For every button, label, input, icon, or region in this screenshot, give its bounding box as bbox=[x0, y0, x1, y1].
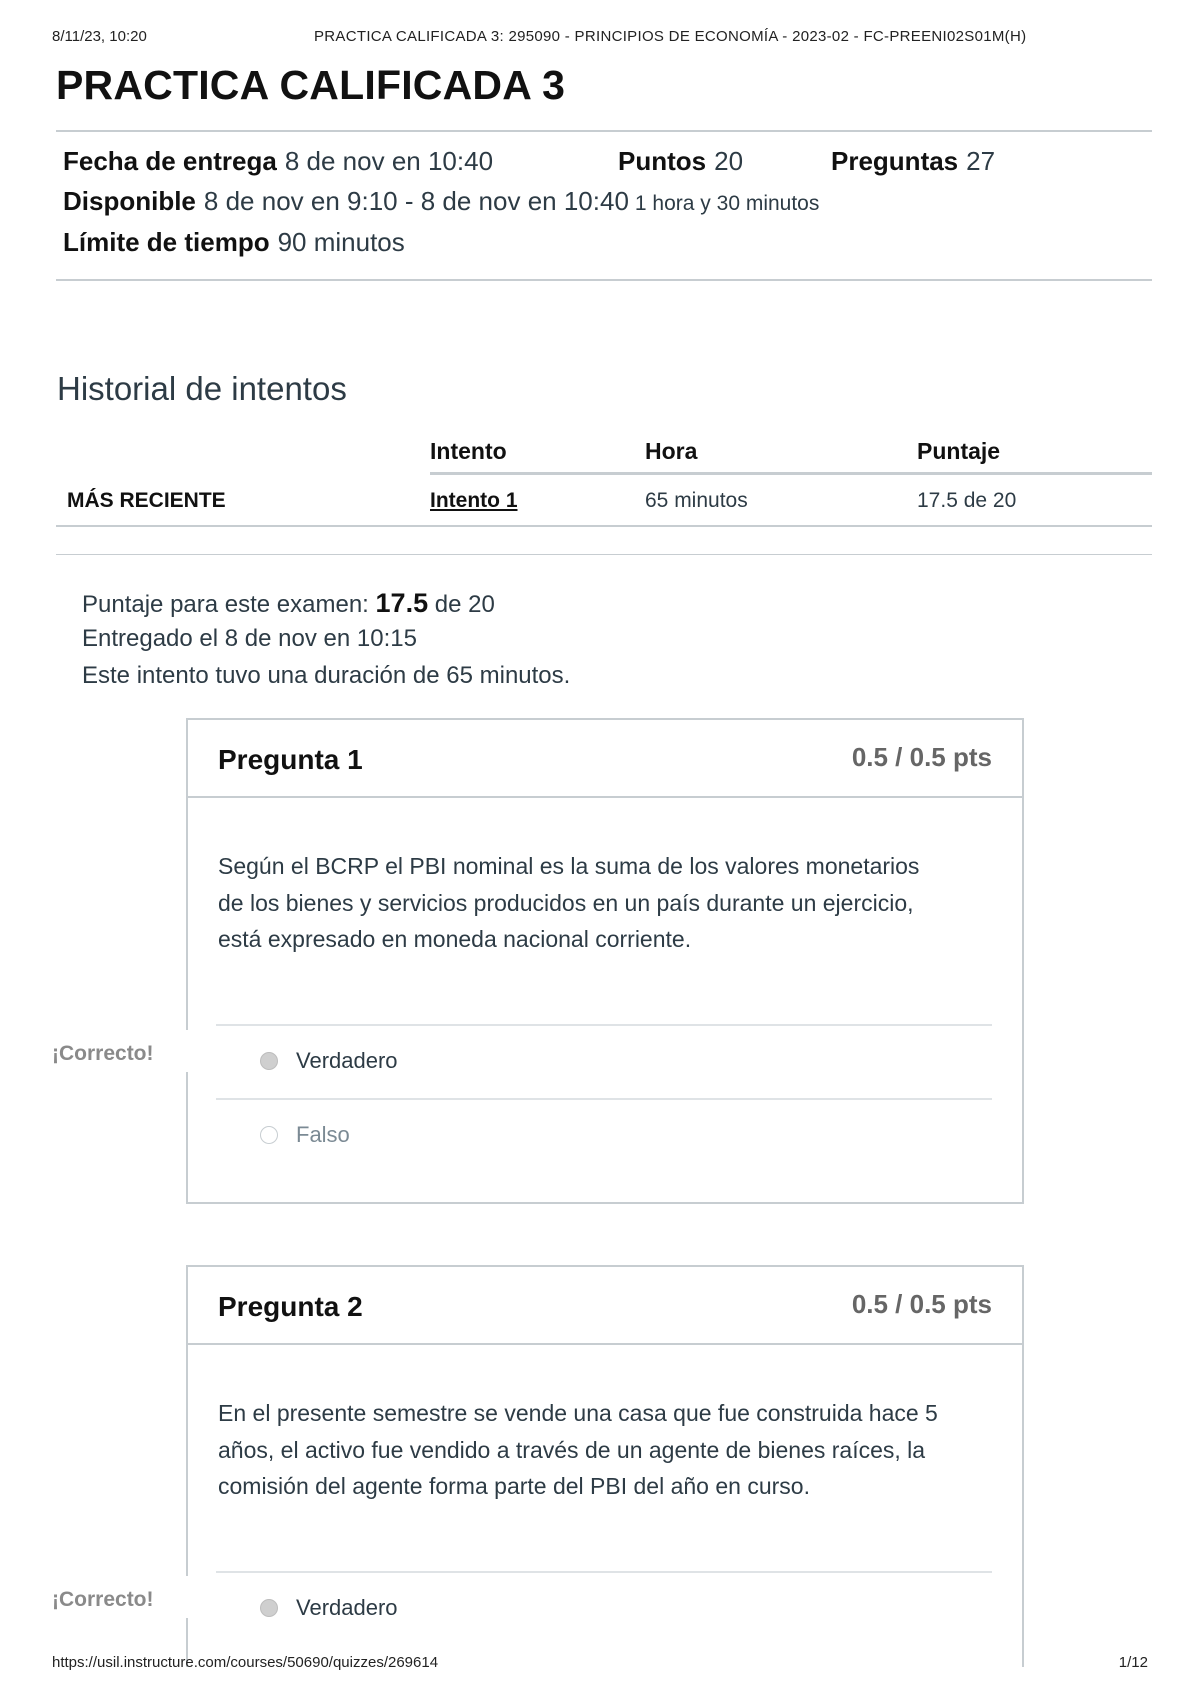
available-duration: 1 hora y 30 minutos bbox=[634, 192, 820, 215]
question-text: En el presente semestre se vende una casa que fue construida hace 5 años, el activo fue vendido a través de un agente de bienes raíces, la comisión del agente forma parte del PBI del año en curso. bbox=[218, 1400, 938, 1499]
print-header bbox=[52, 28, 1148, 48]
available-label: Disponible bbox=[63, 186, 196, 216]
question-title: Pregunta 2 bbox=[218, 1291, 363, 1322]
attempt-1-link[interactable]: Intento 1 bbox=[430, 489, 518, 512]
questions-row bbox=[831, 146, 995, 177]
answer-text: Verdadero bbox=[296, 1048, 398, 1073]
print-footer bbox=[52, 1654, 1148, 1674]
answer-list bbox=[216, 1024, 992, 1172]
table-row bbox=[56, 476, 1152, 526]
most-recent-label: MÁS RECIENTE bbox=[67, 489, 226, 512]
duration-line: Este intento tuvo una duración de 65 minutos. bbox=[82, 662, 571, 689]
border-gap bbox=[178, 1030, 192, 1072]
available-value: 8 de nov en 9:10 - 8 de nov en 10:40 bbox=[203, 186, 629, 216]
score-prefix: Puntaje para este examen: bbox=[82, 591, 376, 618]
due-row bbox=[63, 146, 493, 177]
correct-label: ¡Correcto! bbox=[52, 1586, 154, 1614]
radio-selected-icon bbox=[260, 1052, 278, 1070]
page-url: https://usil.instructure.com/courses/50690/quizzes/269614 bbox=[52, 1654, 439, 1671]
radio-selected-icon bbox=[260, 1599, 278, 1617]
due-label: Fecha de entrega bbox=[63, 146, 277, 176]
submitted-line: Entregado el 8 de nov en 10:15 bbox=[82, 625, 417, 652]
divider bbox=[56, 554, 1152, 555]
answer-text: Falso bbox=[296, 1122, 350, 1147]
correct-label: ¡Correcto! bbox=[52, 1040, 154, 1068]
header-attempt: Intento bbox=[430, 438, 507, 464]
question-title: Pregunta 1 bbox=[218, 744, 363, 775]
attempt-time: 65 minutos bbox=[645, 489, 748, 512]
header-underline bbox=[430, 472, 1152, 475]
score-value: 17.5 bbox=[375, 588, 429, 618]
table-bottom-border bbox=[56, 525, 1152, 527]
available-row bbox=[63, 186, 819, 217]
print-date: 8/11/23, 10:20 bbox=[52, 28, 147, 45]
answer-list bbox=[216, 1571, 992, 1645]
question-text: Según el BCRP el PBI nominal es la suma de los valores monetarios de los bienes y servicios producidos en un país durante un ejercicio, está expresado en moneda nacional corriente. bbox=[218, 853, 920, 952]
page-title: PRACTICA CALIFICADA 3 bbox=[56, 62, 566, 108]
history-title: Historial de intentos bbox=[57, 370, 347, 407]
questions-value: 27 bbox=[966, 146, 996, 176]
table-header bbox=[56, 430, 1152, 474]
page-number: 1/12 bbox=[1118, 1654, 1148, 1671]
answer-option bbox=[216, 1098, 992, 1172]
header-score: Puntaje bbox=[917, 438, 1001, 464]
question-points: 0.5 / 0.5 pts bbox=[851, 742, 992, 772]
points-value: 20 bbox=[714, 146, 744, 176]
score-suffix: de 20 bbox=[428, 591, 495, 618]
time-limit-label: Límite de tiempo bbox=[63, 227, 270, 257]
attempt-summary bbox=[82, 588, 570, 699]
points-label: Puntos bbox=[618, 146, 707, 176]
divider bbox=[56, 130, 1152, 132]
question-card bbox=[186, 718, 1024, 1204]
answer-text: Verdadero bbox=[296, 1595, 398, 1620]
answer-option bbox=[216, 1571, 992, 1645]
question-header bbox=[188, 1267, 1022, 1345]
due-value: 8 de nov en 10:40 bbox=[284, 146, 494, 176]
print-title: PRACTICA CALIFICADA 3: 295090 - PRINCIPIOS DE ECONOMÍA - 2023-02 - FC-PREENI02S01M(H) bbox=[314, 28, 1027, 45]
question-points: 0.5 / 0.5 pts bbox=[851, 1289, 992, 1319]
question-header bbox=[188, 720, 1022, 798]
questions-label: Preguntas bbox=[831, 146, 959, 176]
question-card bbox=[186, 1265, 1024, 1667]
score-line bbox=[82, 588, 570, 625]
radio-empty-icon bbox=[260, 1126, 278, 1144]
divider bbox=[56, 279, 1152, 281]
time-limit-row bbox=[63, 227, 405, 258]
attempt-score: 17.5 de 20 bbox=[917, 489, 1017, 512]
time-limit-value: 90 minutos bbox=[277, 227, 405, 257]
header-time: Hora bbox=[645, 438, 698, 464]
border-gap bbox=[178, 1576, 192, 1618]
points-row bbox=[618, 146, 743, 177]
answer-option bbox=[216, 1024, 992, 1098]
